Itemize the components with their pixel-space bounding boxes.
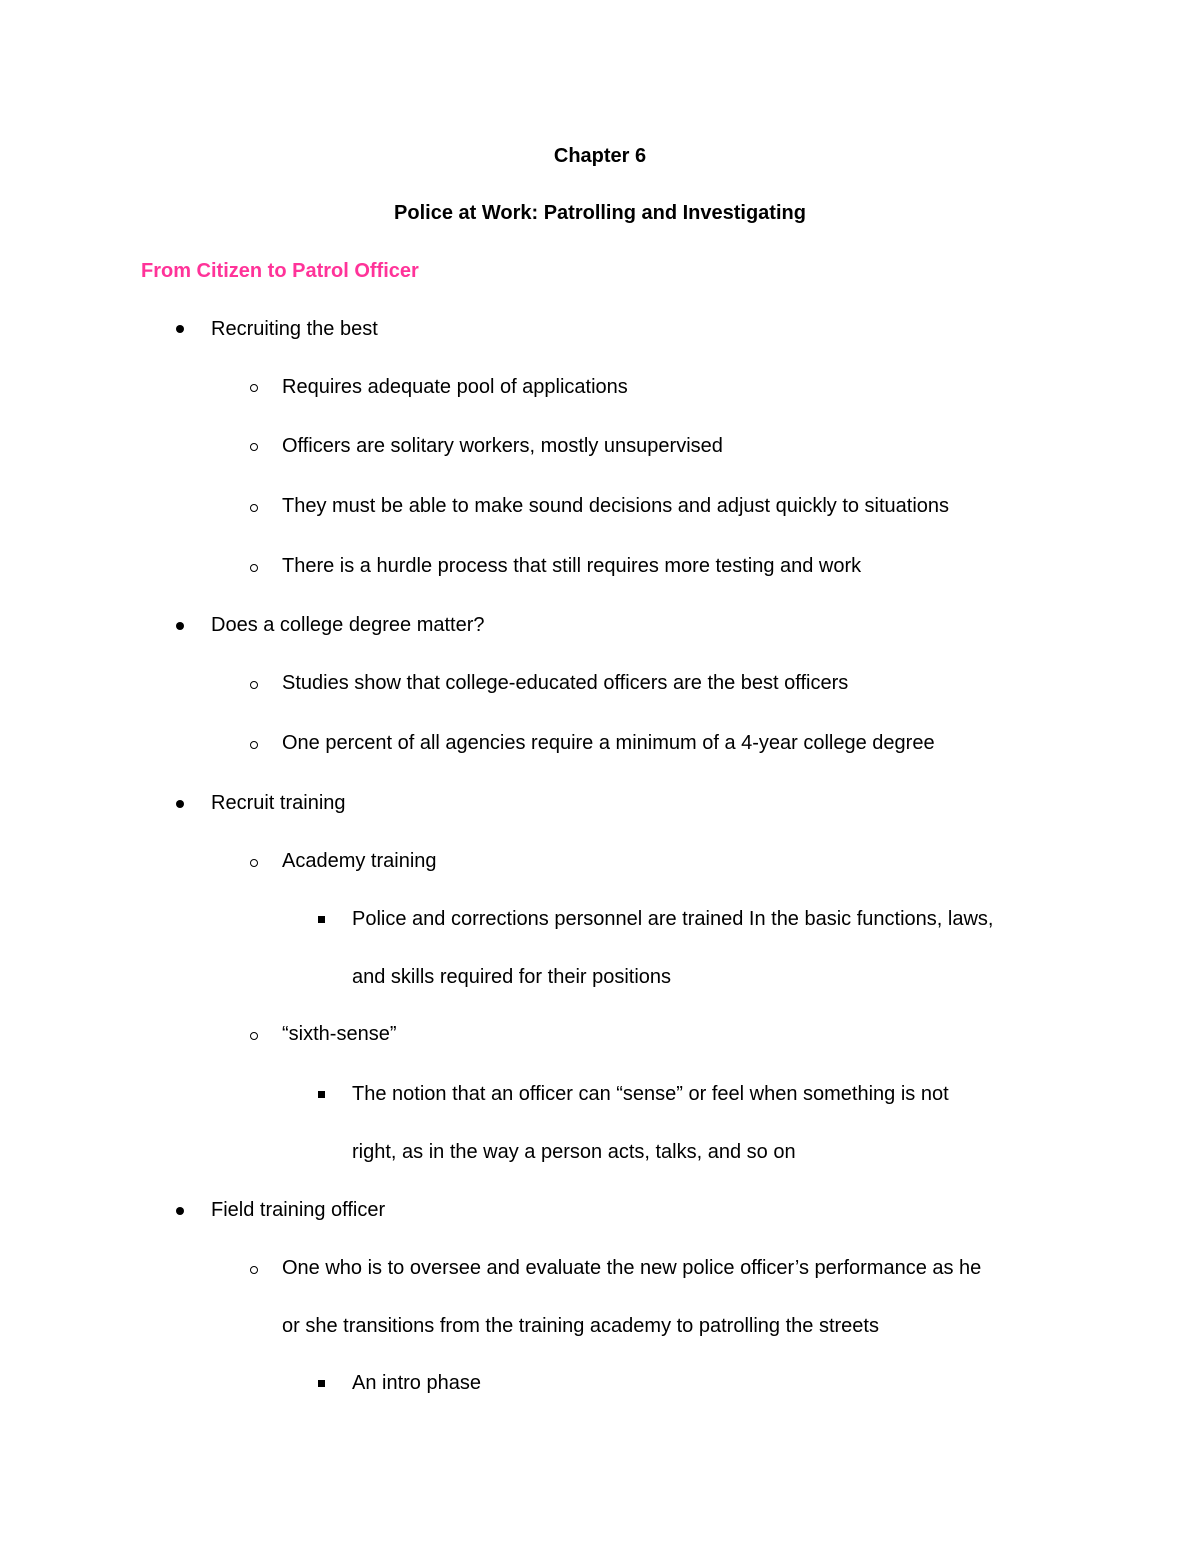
list-item: The notion that an officer can “sense” or feel when something is not xyxy=(352,1083,949,1105)
bullet-square-icon xyxy=(318,1380,325,1387)
list-item: Recruiting the best xyxy=(211,318,378,340)
bullet-circle-icon xyxy=(250,504,258,512)
list-item: Does a college degree matter? xyxy=(211,614,485,636)
bullet-circle-icon xyxy=(250,741,258,749)
list-item: Officers are solitary workers, mostly unsupervised xyxy=(282,435,723,457)
bullet-circle-icon xyxy=(250,1032,258,1040)
list-item: One percent of all agencies require a minimum of a 4-year college degree xyxy=(282,732,935,754)
bullet-circle-icon xyxy=(250,1266,258,1274)
section-heading: From Citizen to Patrol Officer xyxy=(141,260,419,282)
list-item-continuation: and skills required for their positions xyxy=(352,966,672,988)
bullet-circle-icon xyxy=(250,681,258,689)
list-item: Academy training xyxy=(282,850,437,872)
bullet-dot-icon xyxy=(176,622,184,630)
list-item: There is a hurdle process that still requires more testing and work xyxy=(282,555,862,577)
list-item-continuation: or she transitions from the training academy to patrolling the streets xyxy=(282,1315,879,1337)
bullet-dot-icon xyxy=(176,1207,184,1215)
bullet-circle-icon xyxy=(250,564,258,572)
list-item: An intro phase xyxy=(352,1372,481,1394)
list-item: They must be able to make sound decisions and adjust quickly to situations xyxy=(282,495,950,517)
bullet-circle-icon xyxy=(250,384,258,392)
bullet-circle-icon xyxy=(250,859,258,867)
list-item: One who is to oversee and evaluate the new police officer’s performance as he xyxy=(282,1257,982,1279)
list-item: Requires adequate pool of applications xyxy=(282,376,628,398)
bullet-circle-icon xyxy=(250,443,258,451)
list-item: “sixth-sense” xyxy=(282,1023,397,1045)
bullet-square-icon xyxy=(318,916,325,923)
list-item: Field training officer xyxy=(211,1199,386,1221)
list-item: Studies show that college-educated officers are the best officers xyxy=(282,672,849,694)
page-title: Police at Work: Patrolling and Investigating xyxy=(394,202,806,224)
list-item: Police and corrections personnel are trained In the basic functions, laws, xyxy=(352,908,994,930)
bullet-square-icon xyxy=(318,1091,325,1098)
list-item: Recruit training xyxy=(211,792,346,814)
chapter-title: Chapter 6 xyxy=(553,145,647,167)
bullet-dot-icon xyxy=(176,800,184,808)
bullet-dot-icon xyxy=(176,325,184,333)
list-item-continuation: right, as in the way a person acts, talks, and so on xyxy=(352,1141,796,1163)
